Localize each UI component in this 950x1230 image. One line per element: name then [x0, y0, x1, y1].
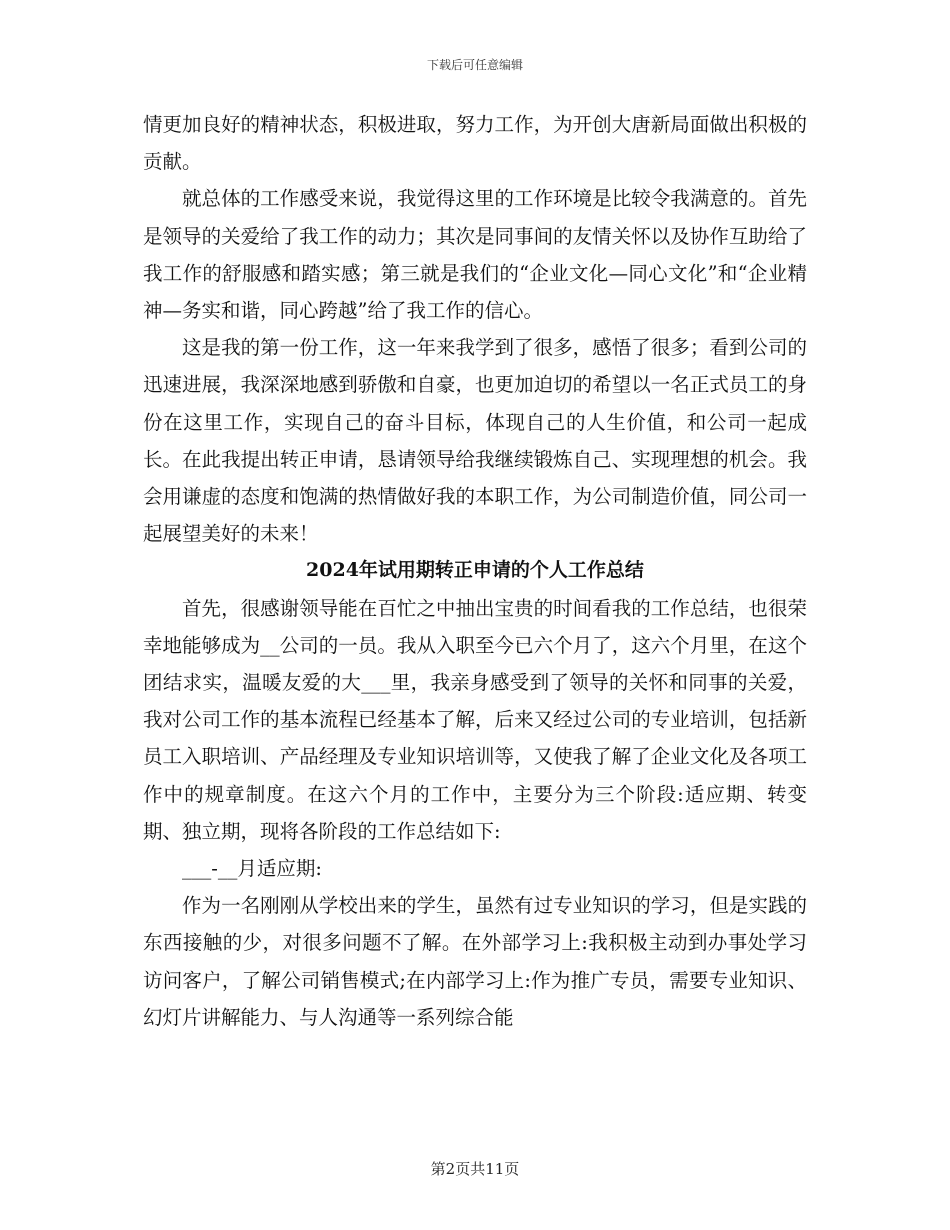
paragraph: 情更加良好的精神状态，积极进取，努力工作，为开创大唐新局面做出积极的贡献。 — [143, 113, 807, 174]
page-header: 下载后可任意编辑 — [426, 58, 523, 72]
paragraph: 首先，很感谢领导能在百忙之中抽出宝贵的时间看我的工作总结，也很荣幸地能够成为__公司的一员。我从入职至今已六个月了，这六个月里，在这个团结求实，温暖友爱的大___里，我亲身感受到了领导的关怀和同事的关爱，我对公司工作的基本流程已经基本了解，后来又经过公司的专业培训，包括新员工入职培训、产品经理及专业知识培训等，又使我了解了企业文化及各项工作中的规章制度。在这六个月的工作中，主要分为三个阶段:适应期、转变期、独立期，现将各阶段的工作总结如下: — [143, 596, 807, 843]
document-body — [143, 106, 807, 1036]
paragraph: 就总体的工作感受来说，我觉得这里的工作环境是比较令我满意的。首先是领导的关爱给了我工作的动力；其次是同事间的友情关怀以及协作互助给了我工作的舒服感和踏实感；第三就是我们的“企业文化—同心文化”和“企业精神—务实和谐，同心跨越”给了我工作的信心。 — [143, 187, 807, 323]
section-title: 2024年试用期转正申请的个人工作总结 — [306, 559, 644, 582]
paragraph: 这是我的第一份工作，这一年来我学到了很多，感悟了很多；看到公司的迅速进展，我深深地感到骄傲和自豪，也更加迫切的希望以一名正式员工的身份在这里工作，实现自己的奋斗目标，体现自己的人生价值，和公司一起成长。在此我提出转正申请，恳请领导给我继续锻炼自己、实现理想的机会。我会用谦虚的态度和饱满的热情做好我的本职工作，为公司制造价值，同公司一起展望美好的未来！ — [143, 336, 807, 546]
paragraph: 作为一名刚刚从学校出来的学生，虽然有过专业知识的学习，但是实践的东西接触的少，对很多问题不了解。在外部学习上:我积极主动到办事处学习访问客户，了解公司销售模式;在内部学习上:作为推广专员，需要专业知识、幻灯片讲解能力、与人沟通等一系列综合能 — [143, 894, 807, 1029]
page-footer: 第2页共11页 — [430, 1160, 520, 1178]
paragraph: ___-__月适应期: — [182, 857, 322, 881]
